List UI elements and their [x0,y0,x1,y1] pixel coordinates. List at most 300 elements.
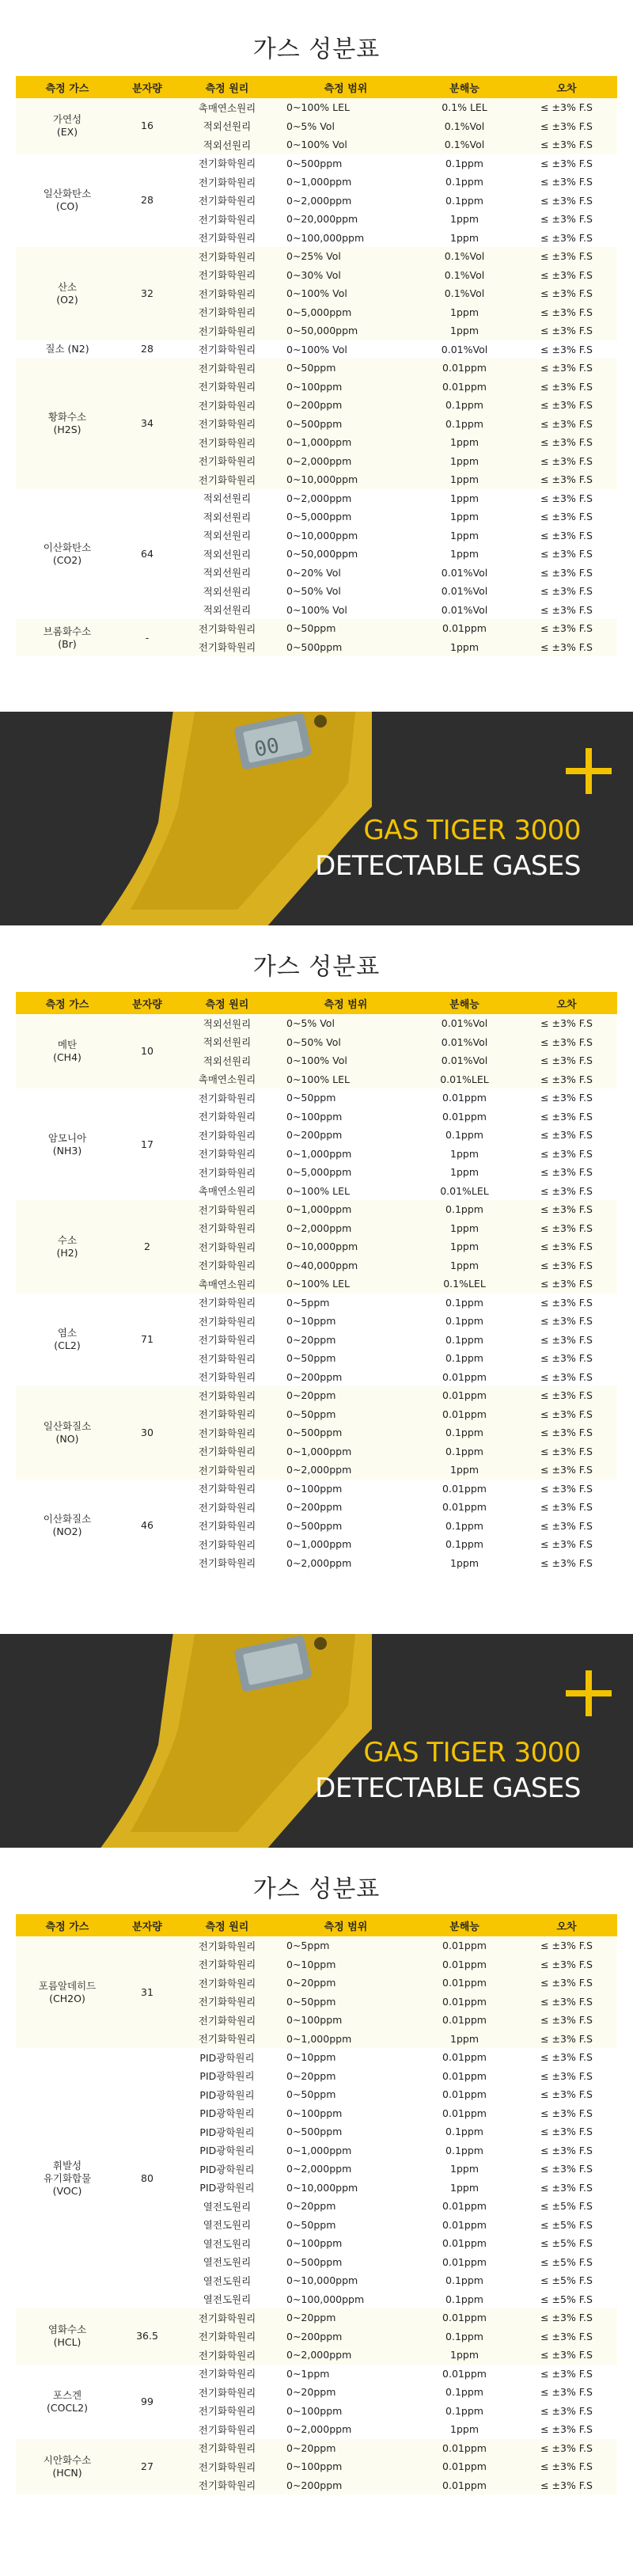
range-cell: 0~2,000ppm [279,1554,413,1573]
resolution-cell: 1ppm [413,2160,516,2179]
error-cell: ≤ ±3% F.S [516,545,617,564]
principle-cell: 전기화학원리 [176,247,279,266]
error-cell: ≤ ±3% F.S [516,1219,617,1238]
resolution-cell: 0.1ppm [413,1442,516,1461]
table-row [16,2048,617,2067]
gas-name-cell [16,2439,119,2495]
range-cell: 0~50% Vol [279,582,413,601]
principle-cell: 열전도원리 [176,2216,279,2235]
column-header: 측정 가스 [16,1914,119,1936]
resolution-cell: 1ppm [413,1554,516,1573]
resolution-cell: 0.01ppm [413,2216,516,2235]
resolution-cell: 0.1%Vol [413,247,516,266]
error-cell: ≤ ±5% F.S [516,2271,617,2290]
resolution-cell: 0.1ppm [413,1126,516,1145]
range-cell: 0~5ppm [279,1294,413,1313]
principle-cell: 전기화학원리 [176,1126,279,1145]
principle-cell: 전기화학원리 [176,1331,279,1350]
molecular-weight-cell: 99 [119,2365,176,2439]
principle-cell: 전기화학원리 [176,396,279,415]
range-cell: 0~500ppm [279,1423,413,1442]
principle-cell: 전기화학원리 [176,173,279,192]
principle-cell: 촉매연소원리 [176,98,279,117]
range-cell: 0~50ppm [279,619,413,638]
error-cell: ≤ ±5% F.S [516,2234,617,2253]
column-header: 측정 원리 [176,1914,279,1936]
error-cell: ≤ ±3% F.S [516,1554,617,1573]
principle-cell: 열전도원리 [176,2271,279,2290]
resolution-cell: 0.01ppm [413,2011,516,2030]
gas-name-line: (NO2) [52,1525,82,1538]
product-banner [0,1634,633,1848]
column-header: 측정 원리 [176,992,279,1014]
table-row [16,1089,617,1108]
gas-table-section-2 [0,925,633,1572]
resolution-cell: 0.01%Vol [413,564,516,583]
principle-cell: 전기화학원리 [176,619,279,638]
range-cell: 0~100,000ppm [279,2290,413,2309]
resolution-cell: 1ppm [413,2420,516,2439]
range-cell: 0~50ppm [279,2085,413,2104]
column-header: 분해능 [413,1914,516,1936]
resolution-cell: 1ppm [413,1461,516,1480]
principle-cell: 전기화학원리 [176,340,279,359]
range-cell: 0~20ppm [279,2383,413,2402]
principle-cell: 적외선원리 [176,1051,279,1070]
principle-cell: 전기화학원리 [176,284,279,303]
range-cell: 0~50ppm [279,359,413,378]
range-cell: 0~200ppm [279,1126,413,1145]
range-cell: 0~100ppm [279,378,413,397]
range-cell: 0~5,000ppm [279,1163,413,1182]
range-cell: 0~1,000ppm [279,1535,413,1554]
molecular-weight-cell: 17 [119,1089,176,1200]
resolution-cell: 0.01ppm [413,1498,516,1517]
range-cell: 0~20ppm [279,1386,413,1405]
principle-cell: PID광학원리 [176,2179,279,2198]
range-cell: 0~200ppm [279,2327,413,2346]
range-cell: 0~100% Vol [279,340,413,359]
resolution-cell: 0.01%Vol [413,340,516,359]
table-header-row [16,76,617,98]
svg-text:00: 00 [252,733,282,762]
error-cell: ≤ ±3% F.S [516,1256,617,1275]
resolution-cell: 0.01%Vol [413,1014,516,1033]
gas-name-cell [16,247,119,340]
range-cell: 0~20,000ppm [279,210,413,229]
error-cell: ≤ ±3% F.S [516,284,617,303]
gas-name-cell [16,2308,119,2365]
range-cell: 0~100ppm [279,2234,413,2253]
principle-cell: PID광학원리 [176,2141,279,2160]
principle-cell: 적외선원리 [176,1014,279,1033]
error-cell: ≤ ±5% F.S [516,2253,617,2272]
molecular-weight-cell: 64 [119,489,176,620]
gas-name-line: 브롬화수소 [43,625,92,637]
resolution-cell: 0.1ppm [413,1423,516,1442]
range-cell: 0~50ppm [279,1405,413,1424]
principle-cell: 전기화학원리 [176,2383,279,2402]
resolution-cell: 0.01ppm [413,2439,516,2458]
range-cell: 0~2,000ppm [279,1219,413,1238]
range-cell: 0~1,000ppm [279,2030,413,2049]
range-cell: 0~1,000ppm [279,1200,413,1219]
principle-cell: 적외선원리 [176,526,279,545]
resolution-cell: 1ppm [413,545,516,564]
gas-name-cell [16,1294,119,1387]
molecular-weight-cell: 28 [119,340,176,359]
column-header: 분해능 [413,992,516,1014]
principle-cell: 전기화학원리 [176,321,279,340]
gas-name-line: 휘발성 [52,2159,82,2171]
error-cell: ≤ ±3% F.S [516,117,617,136]
range-cell: 0~50,000ppm [279,321,413,340]
resolution-cell: 0.1ppm [413,1312,516,1331]
gas-name-cell [16,2048,119,2308]
principle-cell: 전기화학원리 [176,1480,279,1499]
error-cell: ≤ ±3% F.S [516,582,617,601]
error-cell: ≤ ±3% F.S [516,2011,617,2030]
principle-cell: 전기화학원리 [176,154,279,173]
error-cell: ≤ ±3% F.S [516,192,617,211]
error-cell: ≤ ±3% F.S [516,2346,617,2365]
error-cell: ≤ ±3% F.S [516,2402,617,2421]
gas-name-line: 황화수소 [47,411,87,424]
range-cell: 0~20ppm [279,2197,413,2216]
principle-cell: 전기화학원리 [176,1219,279,1238]
molecular-weight-cell: 28 [119,154,176,248]
molecular-weight-cell: 30 [119,1386,176,1480]
principle-cell: PID광학원리 [176,2122,279,2141]
resolution-cell: 0.01ppm [413,1480,516,1499]
resolution-cell: 0.1%Vol [413,117,516,136]
principle-cell: 전기화학원리 [176,1517,279,1536]
gas-name-line: (O2) [56,293,78,306]
gas-name-line: 포름알데히드 [38,1979,97,1992]
resolution-cell: 1ppm [413,2346,516,2365]
principle-cell: 전기화학원리 [176,229,279,248]
error-cell: ≤ ±3% F.S [516,1200,617,1219]
range-cell: 0~100ppm [279,2011,413,2030]
range-cell: 0~1,000ppm [279,2141,413,2160]
error-cell: ≤ ±3% F.S [516,1089,617,1108]
resolution-cell: 0.1ppm [413,415,516,434]
table-header-row [16,1914,617,1936]
error-cell: ≤ ±3% F.S [516,359,617,378]
banner-subtitle: DETECTABLE GASES [315,1772,581,1804]
resolution-cell: 0.01%Vol [413,1051,516,1070]
principle-cell: 전기화학원리 [176,452,279,471]
resolution-cell: 0.1%Vol [413,135,516,154]
range-cell: 0~2,000ppm [279,2420,413,2439]
range-cell: 0~20ppm [279,2439,413,2458]
range-cell: 0~100% Vol [279,1051,413,1070]
resolution-cell: 0.1ppm [413,2383,516,2402]
section-title: 가스 성분표 [252,953,381,981]
molecular-weight-cell: 36.5 [119,2308,176,2365]
principle-cell: 적외선원리 [176,489,279,508]
resolution-cell: 1ppm [413,452,516,471]
principle-cell: 촉매연소원리 [176,1070,279,1089]
error-cell: ≤ ±3% F.S [516,340,617,359]
error-cell: ≤ ±3% F.S [516,1349,617,1368]
molecular-weight-cell: 27 [119,2439,176,2495]
range-cell: 0~100% LEL [279,1275,413,1294]
resolution-cell: 0.01ppm [413,1936,516,1955]
column-header: 분자량 [119,1914,176,1936]
principle-cell: 전기화학원리 [176,1535,279,1554]
molecular-weight-cell: 32 [119,247,176,340]
principle-cell: 적외선원리 [176,507,279,526]
resolution-cell: 0.1ppm [413,2122,516,2141]
principle-cell: PID광학원리 [176,2160,279,2179]
error-cell: ≤ ±3% F.S [516,1312,617,1331]
table-row [16,1936,617,1955]
gas-name-cell [16,359,119,489]
error-cell: ≤ ±3% F.S [516,2327,617,2346]
error-cell: ≤ ±3% F.S [516,2476,617,2495]
range-cell: 0~20ppm [279,2308,413,2327]
range-cell: 0~500ppm [279,2253,413,2272]
error-cell: ≤ ±3% F.S [516,2457,617,2476]
gas-table [16,76,617,656]
molecular-weight-cell: 80 [119,2048,176,2308]
column-header: 분해능 [413,76,516,98]
range-cell: 0~10ppm [279,1955,413,1974]
gas-table [16,1914,617,2494]
gas-name-line: (Br) [58,637,77,650]
error-cell: ≤ ±3% F.S [516,564,617,583]
range-cell: 0~5ppm [279,1936,413,1955]
error-cell: ≤ ±3% F.S [516,489,617,508]
resolution-cell: 1ppm [413,1256,516,1275]
error-cell: ≤ ±3% F.S [516,1294,617,1313]
principle-cell: PID광학원리 [176,2048,279,2067]
molecular-weight-cell: 71 [119,1294,176,1387]
range-cell: 0~2,000ppm [279,192,413,211]
range-cell: 0~100% LEL [279,1070,413,1089]
resolution-cell: 1ppm [413,526,516,545]
banner-title: GAS TIGER 3000 [363,1737,581,1769]
range-cell: 0~2,000ppm [279,489,413,508]
principle-cell: 전기화학원리 [176,1312,279,1331]
range-cell: 0~10,000ppm [279,470,413,489]
gas-name-line: (HCN) [52,2466,82,2479]
resolution-cell: 1ppm [413,638,516,657]
table-row [16,359,617,378]
principle-cell: PID광학원리 [176,2104,279,2123]
principle-cell: 적외선원리 [176,117,279,136]
column-header: 측정 범위 [279,76,413,98]
molecular-weight-cell: 46 [119,1480,176,1573]
error-cell: ≤ ±3% F.S [516,638,617,657]
range-cell: 0~500ppm [279,638,413,657]
principle-cell: 전기화학원리 [176,1993,279,2012]
gas-name-line: (COCL2) [47,2401,88,2414]
error-cell: ≤ ±3% F.S [516,1033,617,1052]
principle-cell: 전기화학원리 [176,2030,279,2049]
error-cell: ≤ ±3% F.S [516,2067,617,2086]
error-cell: ≤ ±3% F.S [516,452,617,471]
error-cell: ≤ ±3% F.S [516,415,617,434]
range-cell: 0~50,000ppm [279,545,413,564]
molecular-weight-cell: 16 [119,98,176,154]
principle-cell: PID광학원리 [176,2085,279,2104]
range-cell: 0~100ppm [279,2457,413,2476]
gas-name-line: 이산화탄소 [43,541,92,553]
principle-cell: 전기화학원리 [176,433,279,452]
range-cell: 0~20% Vol [279,564,413,583]
resolution-cell: 0.1%LEL [413,1275,516,1294]
principle-cell: 전기화학원리 [176,1405,279,1424]
error-cell: ≤ ±3% F.S [516,2122,617,2141]
principle-cell: 전기화학원리 [176,192,279,211]
error-cell: ≤ ±3% F.S [516,1014,617,1033]
error-cell: ≤ ±3% F.S [516,1405,617,1424]
error-cell: ≤ ±3% F.S [516,1535,617,1554]
resolution-cell: 1ppm [413,470,516,489]
error-cell: ≤ ±3% F.S [516,210,617,229]
range-cell: 0~10,000ppm [279,2179,413,2198]
range-cell: 0~50ppm [279,1993,413,2012]
resolution-cell: 1ppm [413,1163,516,1182]
error-cell: ≤ ±3% F.S [516,433,617,452]
range-cell: 0~100ppm [279,2104,413,2123]
gas-name-line: 암모니아 [47,1131,87,1144]
principle-cell: 전기화학원리 [176,470,279,489]
range-cell: 0~500ppm [279,154,413,173]
gas-table-section-3 [0,1848,633,2494]
error-cell: ≤ ±3% F.S [516,2383,617,2402]
resolution-cell: 1ppm [413,2030,516,2049]
gas-name-cell [16,1089,119,1200]
gas-name-cell [16,619,119,656]
resolution-cell: 0.01ppm [413,2085,516,2104]
range-cell: 0~5,000ppm [279,507,413,526]
resolution-cell: 0.1ppm [413,192,516,211]
principle-cell: 전기화학원리 [176,359,279,378]
gas-name-line: 포스겐 [52,2388,82,2401]
error-cell: ≤ ±3% F.S [516,1108,617,1127]
error-cell: ≤ ±3% F.S [516,1423,617,1442]
gas-name-line: 이산화질소 [43,1513,92,1525]
gas-name-line: 유기화합물 [43,2171,92,2184]
range-cell: 0~200ppm [279,1498,413,1517]
range-cell: 0~500ppm [279,2122,413,2141]
resolution-cell: 0.1ppm [413,1331,516,1350]
error-cell: ≤ ±3% F.S [516,2048,617,2067]
error-cell: ≤ ±3% F.S [516,619,617,638]
resolution-cell: 0.01ppm [413,1955,516,1974]
principle-cell: 전기화학원리 [176,303,279,322]
error-cell: ≤ ±3% F.S [516,2104,617,2123]
table-row [16,1386,617,1405]
principle-cell: 전기화학원리 [176,210,279,229]
gas-name-cell [16,1480,119,1573]
resolution-cell: 0.1%Vol [413,284,516,303]
column-header: 오차 [516,992,617,1014]
table-row [16,1480,617,1499]
resolution-cell: 0.01ppm [413,378,516,397]
gas-name-line: (VOC) [52,2184,82,2197]
error-cell: ≤ ±3% F.S [516,2365,617,2384]
banner-subtitle: DETECTABLE GASES [315,850,581,882]
resolution-cell: 0.1ppm [413,154,516,173]
range-cell: 0~100ppm [279,2402,413,2421]
resolution-cell: 0.01ppm [413,359,516,378]
range-cell: 0~100% LEL [279,1182,413,1201]
range-cell: 0~100,000ppm [279,229,413,248]
resolution-cell: 0.1ppm [413,2290,516,2309]
resolution-cell: 0.01ppm [413,2253,516,2272]
resolution-cell: 0.01%Vol [413,1033,516,1052]
principle-cell: 전기화학원리 [176,2308,279,2327]
table-row [16,340,617,359]
column-header: 측정 범위 [279,1914,413,1936]
range-cell: 0~1,000ppm [279,1145,413,1164]
principle-cell: 전기화학원리 [176,1461,279,1480]
principle-cell: 적외선원리 [176,545,279,564]
molecular-weight-cell: 10 [119,1014,176,1089]
resolution-cell: 0.01ppm [413,2067,516,2086]
principle-cell: PID광학원리 [176,2067,279,2086]
error-cell: ≤ ±3% F.S [516,1480,617,1499]
gas-name-line: (NO) [55,1432,79,1445]
gas-name-line: 일산화질소 [43,1419,92,1432]
principle-cell: 전기화학원리 [176,1955,279,1974]
principle-cell: 열전도원리 [176,2197,279,2216]
error-cell: ≤ ±3% F.S [516,1993,617,2012]
resolution-cell: 0.01ppm [413,1993,516,2012]
section-title: 가스 성분표 [252,36,381,63]
resolution-cell: 0.1ppm [413,2141,516,2160]
principle-cell: 전기화학원리 [176,1294,279,1313]
principle-cell: 전기화학원리 [176,1423,279,1442]
range-cell: 0~200ppm [279,2476,413,2495]
column-header: 측정 가스 [16,992,119,1014]
error-cell: ≤ ±3% F.S [516,154,617,173]
resolution-cell: 1ppm [413,433,516,452]
gas-name-line: (CL2) [54,1339,81,1352]
error-cell: ≤ ±3% F.S [516,396,617,415]
principle-cell: 전기화학원리 [176,1936,279,1955]
error-cell: ≤ ±3% F.S [516,1145,617,1164]
principle-cell: 촉매연소원리 [176,1182,279,1201]
gas-name-line: 산소 [57,280,78,293]
principle-cell: 적외선원리 [176,564,279,583]
error-cell: ≤ ±3% F.S [516,2030,617,2049]
resolution-cell: 1ppm [413,303,516,322]
resolution-cell: 0.1%Vol [413,266,516,285]
section-title: 가스 성분표 [252,1875,381,1903]
error-cell: ≤ ±3% F.S [516,98,617,117]
table-row [16,1200,617,1219]
principle-cell: 열전도원리 [176,2234,279,2253]
principle-cell: 전기화학원리 [176,2346,279,2365]
range-cell: 0~20ppm [279,1974,413,1993]
range-cell: 0~5% Vol [279,1014,413,1033]
resolution-cell: 0.01%Vol [413,601,516,620]
gas-name-cell [16,1386,119,1480]
resolution-cell: 1ppm [413,321,516,340]
error-cell: ≤ ±3% F.S [516,266,617,285]
range-cell: 0~50ppm [279,1089,413,1108]
range-cell: 0~1,000ppm [279,1442,413,1461]
gas-detector-device-image [0,1634,372,1848]
principle-cell: 전기화학원리 [176,2457,279,2476]
error-cell: ≤ ±3% F.S [516,135,617,154]
table-row [16,98,617,117]
